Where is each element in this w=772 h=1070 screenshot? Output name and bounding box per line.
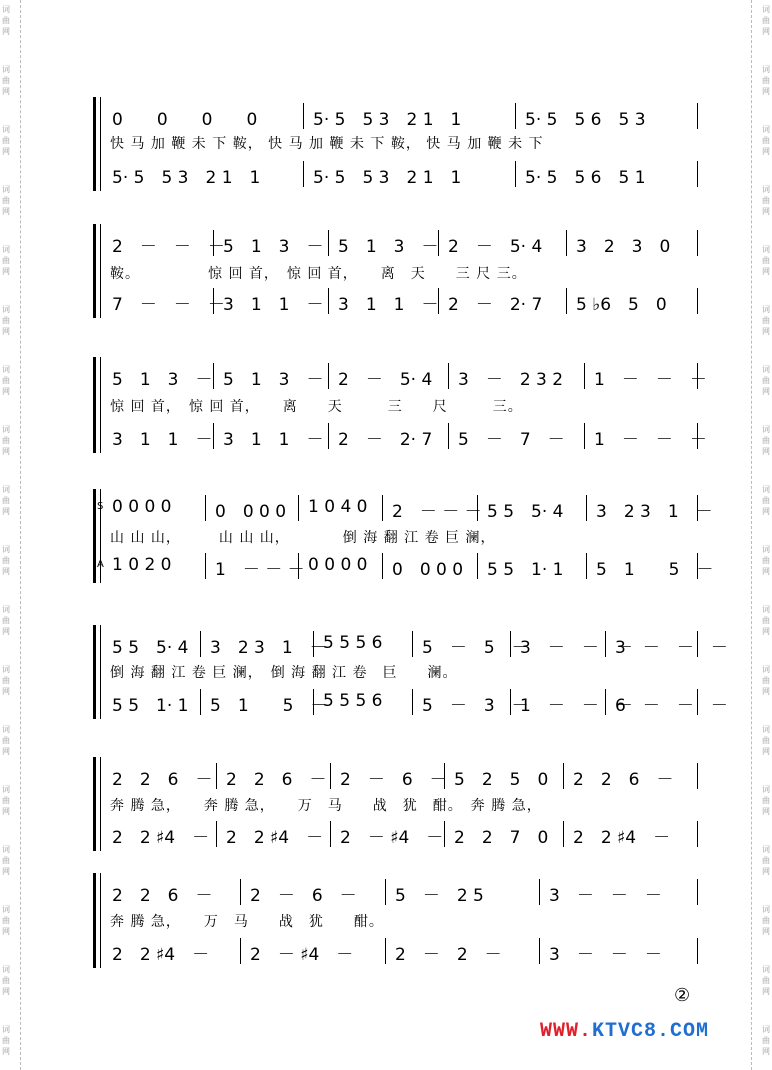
barline <box>697 288 698 314</box>
measure: 0 0 0 0 <box>112 110 258 130</box>
side-watermark-char: 词 <box>762 725 770 734</box>
barline <box>697 938 698 964</box>
side-watermark-char: 网 <box>762 927 770 936</box>
barline <box>213 363 214 389</box>
measure: 5 － 5 － <box>422 638 529 658</box>
measure: 3 － － － <box>615 638 728 658</box>
barline <box>477 553 478 579</box>
measure: 2 － 2· 7 <box>338 430 433 450</box>
measure: 2 － 2 － <box>395 945 502 965</box>
measure: 5 ♭6 5 0 <box>576 295 667 315</box>
barline <box>303 103 304 129</box>
side-watermark-char: 词 <box>762 665 770 674</box>
side-watermark-char: 曲 <box>2 436 10 445</box>
lyric-line: 快 马 加 鞭 未 下 鞍， 快 马 加 鞭 未 下 鞍， 快 马 加 鞭 未 下 <box>110 136 544 152</box>
side-watermark-char: 网 <box>2 387 10 396</box>
barline <box>697 363 698 389</box>
measure: 5· 5 5 3 2 1 1 <box>112 168 261 188</box>
side-watermark-char: 网 <box>2 147 10 156</box>
barline <box>213 288 214 314</box>
side-watermark-char: 词 <box>2 725 10 734</box>
barline <box>477 495 478 521</box>
barline <box>240 938 241 964</box>
measure: 2 － 2· 7 <box>448 295 543 315</box>
measure: 5 5 5 6 <box>323 633 383 653</box>
system-bracket <box>93 97 96 191</box>
measure: 5 5 5· 4 <box>112 638 189 658</box>
measure: 5 2 5 0 <box>454 770 549 790</box>
barline <box>584 363 585 389</box>
side-watermark-char: 词 <box>762 785 770 794</box>
barline <box>566 288 567 314</box>
barline <box>216 821 217 847</box>
barline <box>448 423 449 449</box>
barline <box>213 423 214 449</box>
side-watermark-char: 曲 <box>2 556 10 565</box>
side-watermark-char: 曲 <box>2 316 10 325</box>
measure: 5 5 5· 4 <box>487 502 564 522</box>
side-watermark-char: 网 <box>762 147 770 156</box>
left-watermark-strip <box>0 0 12 1070</box>
lyric-line: 奔 腾 急， 万 马 战 犹 酣。 <box>110 914 384 930</box>
barline <box>213 230 214 256</box>
lyric-line: 惊 回 首， 惊 回 首， 离 天 三 尺 三。 <box>110 399 523 415</box>
barline <box>515 103 516 129</box>
side-watermark-char: 词 <box>762 905 770 914</box>
side-watermark-char: 网 <box>2 627 10 636</box>
barline <box>328 363 329 389</box>
barline <box>563 821 564 847</box>
measure: 2 2 ♯4 － <box>112 828 210 848</box>
side-watermark-char: 曲 <box>762 616 770 625</box>
side-watermark-char: 曲 <box>762 676 770 685</box>
side-watermark-char: 网 <box>762 867 770 876</box>
barline <box>444 763 445 789</box>
side-watermark-char: 曲 <box>762 556 770 565</box>
side-watermark-char: 曲 <box>762 196 770 205</box>
side-watermark-char: 网 <box>2 87 10 96</box>
barline <box>328 288 329 314</box>
measure: 2 2 7 0 <box>454 828 549 848</box>
website-text <box>540 1020 709 1043</box>
measure: 2 2 ♯4 － <box>226 828 324 848</box>
side-watermark-char: 词 <box>762 965 770 974</box>
side-watermark-char: 词 <box>2 425 10 434</box>
measure: 2 － － － <box>112 237 225 257</box>
barline <box>303 161 304 187</box>
side-watermark-char: 网 <box>762 267 770 276</box>
barline <box>697 230 698 256</box>
barline <box>510 631 511 657</box>
side-watermark-char: 曲 <box>762 916 770 925</box>
side-watermark-char: 网 <box>2 27 10 36</box>
side-watermark-char: 词 <box>762 5 770 14</box>
side-watermark-char: 网 <box>2 1047 10 1056</box>
measure: 5 1 5 － <box>210 696 328 716</box>
barline <box>605 689 606 715</box>
barline <box>438 230 439 256</box>
measure: 3 1 1 － <box>338 295 439 315</box>
side-watermark-char: 曲 <box>762 1036 770 1045</box>
side-watermark-char: 网 <box>762 387 770 396</box>
side-watermark-char: 网 <box>762 807 770 816</box>
lyric-line: 山 山 山， 山 山 山， 倒 海 翻 江 卷 巨 澜， <box>110 530 496 546</box>
side-watermark-char: 网 <box>2 687 10 696</box>
barline <box>200 631 201 657</box>
barline <box>240 879 241 905</box>
barline <box>200 689 201 715</box>
side-watermark-char: 词 <box>2 905 10 914</box>
barline <box>697 495 698 521</box>
side-watermark-char: 曲 <box>2 16 10 25</box>
side-watermark-char: 曲 <box>762 496 770 505</box>
side-watermark-char: 网 <box>2 867 10 876</box>
barline <box>205 495 206 521</box>
system-bracket <box>93 224 96 318</box>
measure: 2 － 6 － <box>250 886 357 906</box>
measure: 5 1 3 － <box>223 370 324 390</box>
side-watermark-char: 词 <box>2 365 10 374</box>
side-watermark-char: 词 <box>762 305 770 314</box>
side-watermark-char: 词 <box>2 965 10 974</box>
measure: 5 5 1· 1 <box>112 696 189 716</box>
barline <box>563 763 564 789</box>
barline <box>584 423 585 449</box>
measure: 3 2 3 0 <box>576 237 671 257</box>
side-watermark-char: 网 <box>762 1047 770 1056</box>
barline <box>697 821 698 847</box>
side-watermark-char: 网 <box>762 687 770 696</box>
lyric-line: 倒 海 翻 江 卷 巨 澜， 倒 海 翻 江 卷 巨 澜。 <box>110 665 458 681</box>
barline <box>697 423 698 449</box>
measure: 3 － 2 3 2 <box>458 370 564 390</box>
side-watermark-char: 曲 <box>2 856 10 865</box>
measure: 3 － － － <box>549 886 662 906</box>
barline <box>412 631 413 657</box>
measure: 5 5 5 6 <box>323 691 383 711</box>
side-watermark-char: 网 <box>762 567 770 576</box>
measure: 2 － ♯4 － <box>250 945 354 965</box>
side-watermark-char: 曲 <box>2 1036 10 1045</box>
side-watermark-char: 曲 <box>762 76 770 85</box>
measure: 3 2 3 1 － <box>596 502 713 522</box>
measure: 0 0 0 0 <box>392 560 464 580</box>
barline <box>298 495 299 521</box>
side-watermark-char: 曲 <box>2 136 10 145</box>
measure: 5 1 5 － <box>596 560 714 580</box>
barline <box>382 495 383 521</box>
system-bracket <box>93 489 96 583</box>
side-watermark-char: 曲 <box>2 916 10 925</box>
page-number: ② <box>674 985 691 1006</box>
measure: 2 2 6 － <box>573 770 674 790</box>
barline <box>448 363 449 389</box>
side-watermark-char: 曲 <box>2 256 10 265</box>
side-watermark-char: 网 <box>2 747 10 756</box>
side-watermark-char: 词 <box>762 545 770 554</box>
side-watermark-char: 词 <box>762 365 770 374</box>
measure: 5 － 3 － <box>422 696 529 716</box>
measure: 3 1 1 － <box>223 295 324 315</box>
right-watermark-strip <box>760 0 772 1070</box>
side-watermark-char: 曲 <box>762 856 770 865</box>
barline <box>697 689 698 715</box>
barline <box>586 553 587 579</box>
measure: 2 2 ♯4 － <box>112 945 210 965</box>
lyric-line: 奔 腾 急， 奔 腾 急， 万 马 战 犹 酣。 奔 腾 急， <box>110 798 542 814</box>
measure: 2 2 6 － <box>226 770 327 790</box>
measure: 5 1 3 － <box>223 237 324 257</box>
website-watermark <box>540 1020 709 1043</box>
barline <box>330 763 331 789</box>
website-text-part: KTVC8.COM <box>592 1020 710 1043</box>
side-watermark-char: 网 <box>762 207 770 216</box>
side-watermark-char: 曲 <box>2 76 10 85</box>
side-watermark-char: 曲 <box>2 736 10 745</box>
barline <box>382 553 383 579</box>
side-watermark-char: 曲 <box>762 256 770 265</box>
measure: 1 － － － <box>594 430 707 450</box>
side-watermark-char: 网 <box>762 87 770 96</box>
side-watermark-char: 曲 <box>762 16 770 25</box>
measure: 2 － 5· 4 <box>448 237 543 257</box>
system-bracket <box>93 873 96 968</box>
side-watermark-char: 曲 <box>762 736 770 745</box>
measure: 5· 5 5 6 5 1 <box>525 168 646 188</box>
barline <box>298 553 299 579</box>
side-watermark-char: 网 <box>2 807 10 816</box>
side-watermark-char: 网 <box>2 327 10 336</box>
measure: 2 － 6 － <box>340 770 447 790</box>
side-watermark-char: 词 <box>762 845 770 854</box>
side-watermark-char: 词 <box>762 605 770 614</box>
barline <box>385 938 386 964</box>
measure: 7 － － － <box>112 295 225 315</box>
side-watermark-char: 网 <box>2 927 10 936</box>
barline <box>697 631 698 657</box>
measure: 2 － － － <box>392 502 482 522</box>
barline <box>539 879 540 905</box>
side-watermark-char: 词 <box>2 485 10 494</box>
side-watermark-char: 曲 <box>2 496 10 505</box>
barline <box>313 631 314 657</box>
measure: 5· 5 5 3 2 1 1 <box>313 110 462 130</box>
side-watermark-char: 网 <box>762 507 770 516</box>
barline <box>444 821 445 847</box>
side-watermark-char: 曲 <box>2 616 10 625</box>
measure: 5 5 1· 1 <box>487 560 564 580</box>
side-watermark-char: 词 <box>2 545 10 554</box>
side-watermark-char: 词 <box>2 1025 10 1034</box>
side-watermark-char: 曲 <box>2 196 10 205</box>
measure: 3 2 3 1 － <box>210 638 327 658</box>
voice-tag: A <box>97 559 104 570</box>
side-watermark-char: 词 <box>762 485 770 494</box>
barline <box>328 423 329 449</box>
side-watermark-char: 曲 <box>762 376 770 385</box>
barline <box>313 689 314 715</box>
barline <box>385 879 386 905</box>
side-watermark-char: 曲 <box>2 376 10 385</box>
side-watermark-char: 词 <box>2 305 10 314</box>
side-watermark-char: 词 <box>762 125 770 134</box>
measure: 1 － － － <box>520 696 633 716</box>
side-watermark-char: 网 <box>762 27 770 36</box>
measure: 5· 5 5 3 2 1 1 <box>313 168 462 188</box>
measure: 0 0 0 0 <box>308 555 368 575</box>
side-watermark-char: 网 <box>2 207 10 216</box>
measure: 2 － ♯4 － <box>340 828 444 848</box>
barline <box>566 230 567 256</box>
side-watermark-char: 词 <box>2 5 10 14</box>
side-watermark-char: 网 <box>762 627 770 636</box>
measure: 5· 5 5 6 5 3 <box>525 110 646 130</box>
side-watermark-char: 网 <box>762 447 770 456</box>
side-watermark-char: 网 <box>2 567 10 576</box>
measure: 0 0 0 0 <box>215 502 287 522</box>
barline <box>328 230 329 256</box>
side-watermark-char: 曲 <box>762 976 770 985</box>
side-watermark-char: 词 <box>2 785 10 794</box>
website-text-part: WWW. <box>540 1020 593 1043</box>
barline <box>697 161 698 187</box>
barline <box>438 288 439 314</box>
barline <box>697 879 698 905</box>
measure: 1 0 2 0 <box>112 555 172 575</box>
side-watermark-char: 词 <box>2 185 10 194</box>
barline <box>330 821 331 847</box>
side-watermark-char: 词 <box>762 1025 770 1034</box>
measure: 5 － 7 － <box>458 430 565 450</box>
measure: 1 － － － <box>594 370 707 390</box>
side-watermark-char: 词 <box>762 245 770 254</box>
measure: 2 2 ♯4 － <box>573 828 671 848</box>
measure: 2 2 6 － <box>112 886 213 906</box>
barline <box>697 103 698 129</box>
barline <box>605 631 606 657</box>
barline <box>586 495 587 521</box>
measure: 0 0 0 0 <box>112 497 172 517</box>
barline <box>539 938 540 964</box>
side-watermark-char: 网 <box>2 507 10 516</box>
side-watermark-char: 网 <box>2 267 10 276</box>
measure: 2 － 5· 4 <box>338 370 433 390</box>
side-watermark-char: 词 <box>762 185 770 194</box>
side-watermark-char: 曲 <box>2 976 10 985</box>
side-watermark-char: 网 <box>2 987 10 996</box>
left-margin-line <box>20 0 21 1070</box>
barline <box>515 161 516 187</box>
system-bracket <box>93 625 96 719</box>
measure: 5 1 3 － <box>112 370 213 390</box>
side-watermark-char: 词 <box>762 65 770 74</box>
side-watermark-char: 曲 <box>762 796 770 805</box>
measure: 3 － － － <box>520 638 633 658</box>
measure: 3 1 1 － <box>112 430 213 450</box>
side-watermark-char: 词 <box>2 665 10 674</box>
measure: 5 1 3 － <box>338 237 439 257</box>
measure: 5 － 2 5 <box>395 886 484 906</box>
voice-tag: S <box>97 501 104 512</box>
side-watermark-char: 词 <box>2 65 10 74</box>
side-watermark-char: 网 <box>2 447 10 456</box>
barline <box>205 553 206 579</box>
lyric-line: 鞍。 惊 回 首， 惊 回 首， 离 天 三 尺 三。 <box>110 266 527 282</box>
side-watermark-char: 词 <box>2 125 10 134</box>
system-bracket <box>93 757 96 851</box>
side-watermark-char: 曲 <box>2 796 10 805</box>
measure: 2 2 6 － <box>112 770 213 790</box>
side-watermark-char: 曲 <box>762 136 770 145</box>
side-watermark-char: 曲 <box>762 436 770 445</box>
side-watermark-char: 网 <box>762 327 770 336</box>
barline <box>697 553 698 579</box>
side-watermark-char: 词 <box>2 845 10 854</box>
side-watermark-char: 网 <box>762 747 770 756</box>
barline <box>510 689 511 715</box>
side-watermark-char: 曲 <box>2 676 10 685</box>
measure: 3 1 1 － <box>223 430 324 450</box>
measure: 3 － － － <box>549 945 662 965</box>
barline <box>412 689 413 715</box>
barline <box>697 763 698 789</box>
side-watermark-char: 词 <box>2 605 10 614</box>
barline <box>216 763 217 789</box>
side-watermark-char: 曲 <box>762 316 770 325</box>
system-bracket <box>93 357 96 453</box>
side-watermark-char: 网 <box>762 987 770 996</box>
right-margin-line <box>751 0 752 1070</box>
measure: 6 － － － <box>615 696 728 716</box>
side-watermark-char: 词 <box>2 245 10 254</box>
side-watermark-char: 词 <box>762 425 770 434</box>
measure: 1 － － － <box>215 560 305 580</box>
measure: 1 0 4 0 <box>308 497 368 517</box>
